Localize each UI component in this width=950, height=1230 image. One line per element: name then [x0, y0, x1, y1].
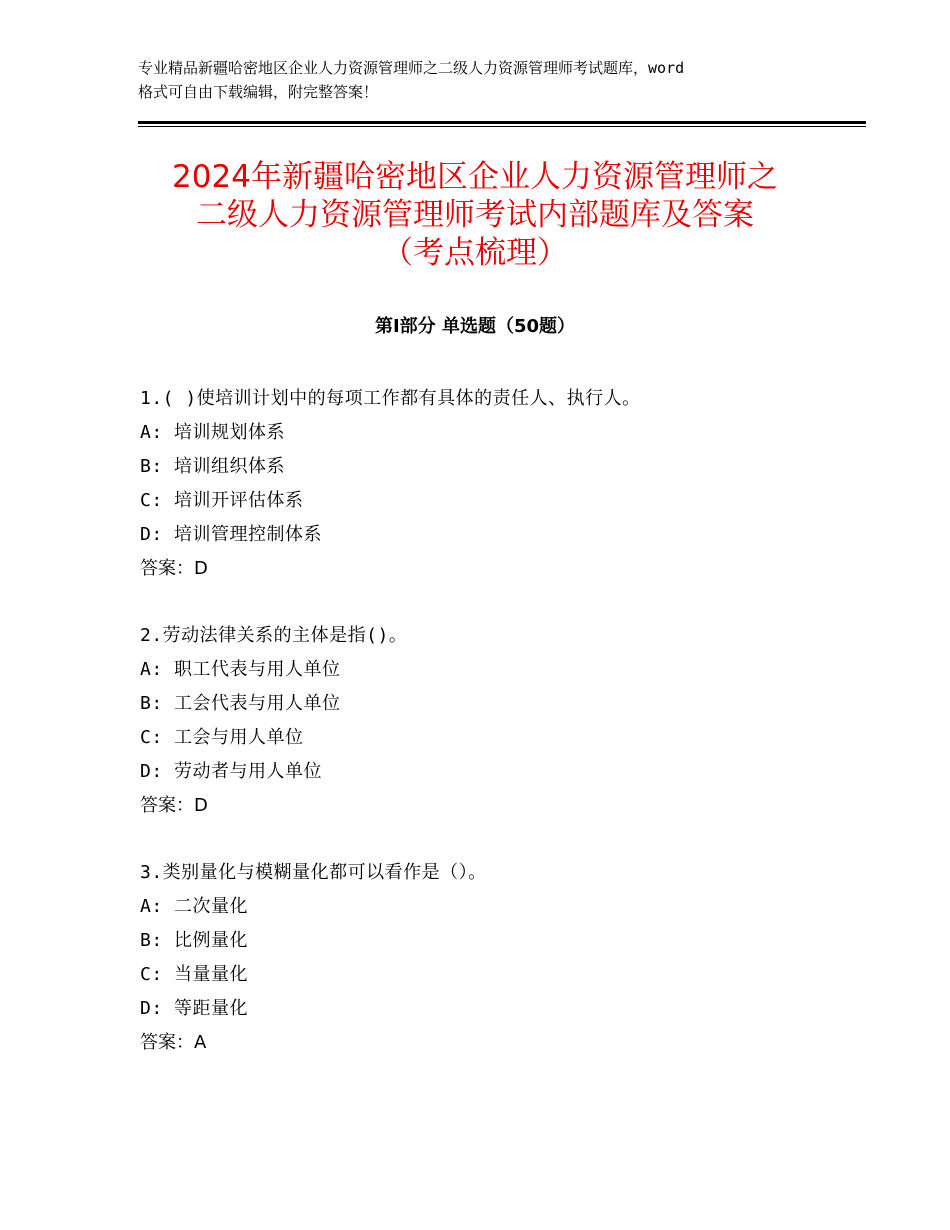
question-1 — [140, 382, 840, 586]
option-a: A: 培训规划体系 — [140, 422, 286, 443]
option-b: B: 比例量化 — [140, 930, 249, 951]
header-note-line-1: 专业精品新疆哈密地区企业人力资源管理师之二级人力资源管理师考试题库，word — [138, 59, 685, 77]
option-b: B: 培训组织体系 — [140, 456, 286, 477]
option-d: D: 劳动者与用人单位 — [140, 761, 323, 782]
header-note — [138, 56, 838, 104]
answer: 答案：D — [140, 795, 208, 816]
answer: 答案：A — [140, 1032, 207, 1053]
header-rule-thin — [138, 126, 866, 127]
question-list — [140, 382, 840, 1093]
question-stem: 1.( )使培训计划中的每项工作都有具体的责任人、执行人。 — [140, 388, 641, 409]
option-c: C: 工会与用人单位 — [140, 727, 304, 748]
title-line-2: 二级人力资源管理师考试内部题库及答案 — [196, 197, 754, 233]
title-line-3: （考点梳理） — [382, 235, 568, 271]
option-d: D: 培训管理控制体系 — [140, 524, 323, 545]
option-a: A: 二次量化 — [140, 896, 249, 917]
option-c: C: 培训开评估体系 — [140, 490, 304, 511]
header-rule-thick — [138, 121, 866, 124]
answer: 答案：D — [140, 558, 208, 579]
title-line-1: 2024年新疆哈密地区企业人力资源管理师之 — [172, 159, 778, 195]
option-c: C: 当量量化 — [140, 964, 249, 985]
question-stem: 3.类别量化与模糊量化都可以看作是（）。 — [140, 862, 487, 883]
question-3 — [140, 856, 840, 1060]
option-d: D: 等距量化 — [140, 998, 249, 1019]
section-heading: 第Ⅰ部分 单选题（50题） — [374, 316, 575, 337]
question-stem: 2.劳动法律关系的主体是指()。 — [140, 625, 408, 646]
option-a: A: 职工代表与用人单位 — [140, 659, 341, 680]
document-title — [100, 158, 850, 272]
option-b: B: 工会代表与用人单位 — [140, 693, 341, 714]
header-note-line-2: 格式可自由下载编辑，附完整答案！ — [138, 83, 379, 101]
question-2 — [140, 619, 840, 823]
